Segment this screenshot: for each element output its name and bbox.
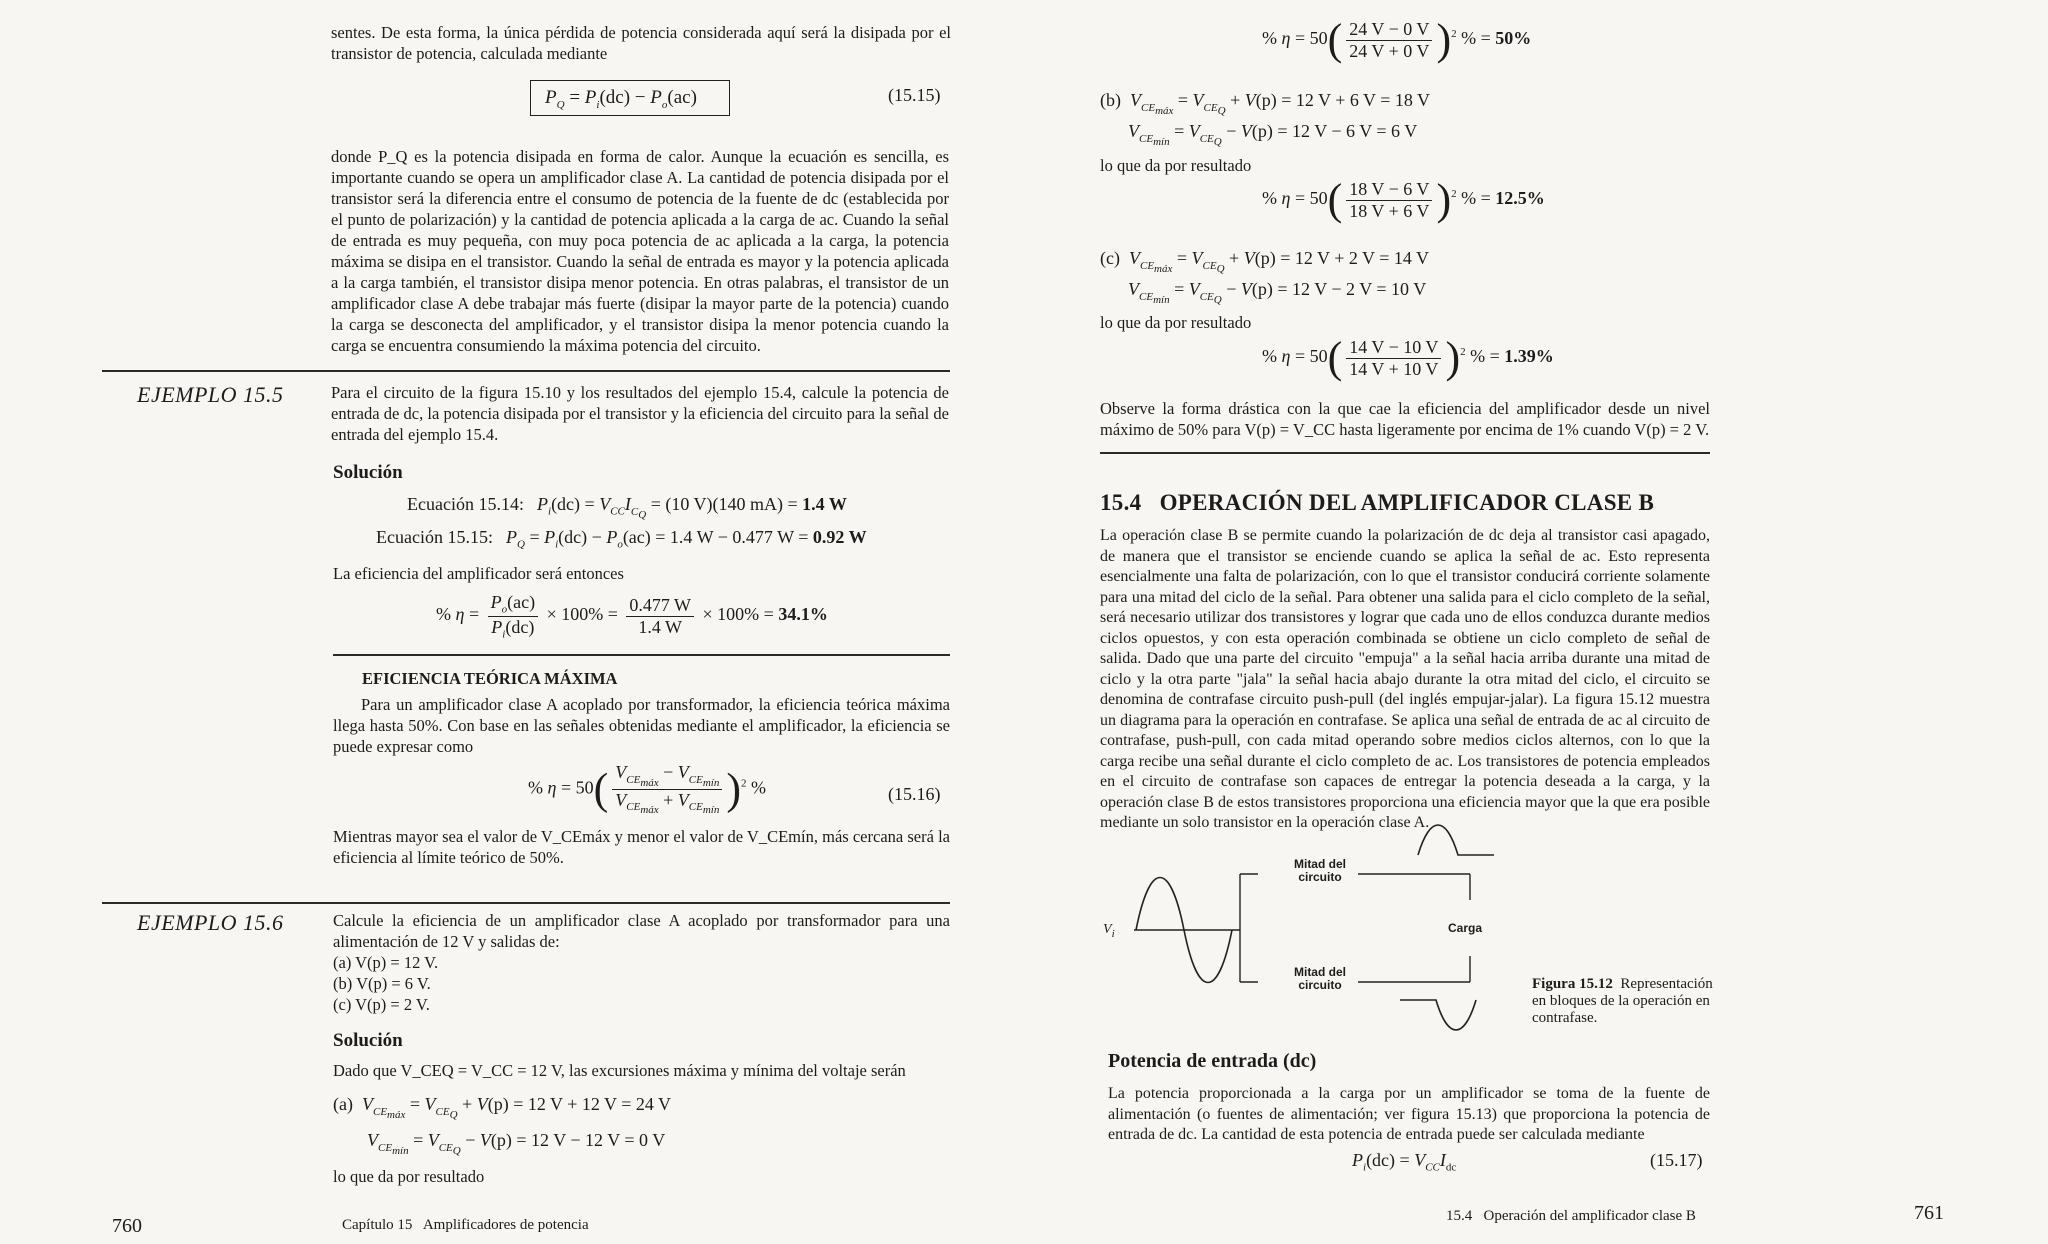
left-footer: Capítulo 15 Amplificadores de potencia: [342, 1217, 589, 1233]
solution-2-text: Dado que V_CEQ = V_CC = 12 V, las excursiones máxima y mínima del voltaje serán: [333, 1061, 906, 1080]
divider-max-efficiency: [333, 654, 950, 656]
solution-2-result: lo que da por resultado: [333, 1167, 485, 1186]
example-15-6-item-a: (a) V(p) = 12 V.: [333, 953, 439, 972]
lower-half-circuit-label: Mitad del circuito: [1293, 965, 1346, 992]
intro-text: sentes. De esta forma, la única pérdida de potencia considerada aquí será la disipada por el transistor de potencia, calculada mediante: [331, 23, 951, 63]
section-15-4-title: 15.4 OPERACIÓN DEL AMPLIFICADOR CLASE B: [1100, 490, 1655, 515]
efficiency-result: 34.1%: [778, 604, 828, 625]
vce-max-equation: (a) $V_{CE_{máx}} = V_{CE_Q} + V(p) = 12$ V + 12 V = 24 V: [333, 1094, 672, 1121]
equation-15-16: % η = 50( $\frac{V_{CE_{máx}} - V_{CE_{mín}}}{V_{CE_{máx}} + V_{CE_{mín}}}$ )$^2$ %: [528, 762, 767, 817]
solution-heading-1: Solución: [333, 462, 403, 483]
left-page-number: 760: [112, 1215, 142, 1237]
figure-15-12-caption: [1532, 976, 1722, 1027]
equation-15-17-number: (15.17): [1650, 1150, 1703, 1170]
push-pull-diagram: [1100, 820, 1520, 1050]
efficiency-c-result: 1.39%: [1504, 346, 1554, 367]
efficiency-a-equation: % η = 50( $\frac{24 V - 0 V}{24 V + 0 V}$ )$^2$ % = 50%: [1262, 15, 1532, 64]
efficiency-b-equation: % η = 50( $\frac{18 V - 6 V}{18 V + 6 V}$ )$^2$ % = 12.5%: [1262, 175, 1545, 224]
paragraph-power-dissipation: donde P_Q es la potencia disipada en forma de calor. Aunque la ecuación es sencilla, es importante cuando se opera un amplificador clase A. La cantidad de potencia disipada por el transistor será la diferencia entre el consumo de potencia de la fuente de dc (establecida por el punto de polarización) y la cantidad de potencia aplicada a la carga de ac. Cuando la señal de entrada es muy pequeña, con muy poca potencia de ac aplicada a la carga, la potencia máxima se disipa en el transistor. Cuando la señal de entrada es mayor y la potencia aplicada a la carga también, el transistor disipa menor potencia. En otras palabras, el transistor de un amplificador clase A debe trabajar más fuerte (disipar la mayor parte de la potencia) cuando la carga se desconecta del amplificador, y el transistor disipa la menor potencia cuando la carga se encuentra consumiendo la máxima potencia del circuito.: [331, 147, 949, 355]
example-15-5-text: Para el circuito de la figura 15.10 y los resultados del ejemplo 15.4, calcule la potencia de entrada de dc, la potencia disipada por el transistor y la eficiencia del circuito para la señal de entrada del ejemplo 15.4.: [331, 383, 949, 444]
equation-15-14-label: Ecuación 15.14:: [407, 494, 524, 514]
equation-15-16-number: (15.16): [888, 784, 941, 804]
figure-15-12-caption-label: Figura 15.12: [1532, 976, 1613, 992]
max-efficiency-text: Para un amplificador clase A acoplado por transformador, la eficiencia teórica máxima llega hasta 50%. Con base en las señales obtenidas mediante el amplificador, la eficiencia se puede expresar como: [333, 695, 950, 756]
equation-15-15-calc: $P_Q = P_i(dc) - P_o(ac) = 1.4$ W − 0.477 W = 0.92 W: [506, 527, 867, 551]
equation-15-17: $P_i(dc) = V_{CC}I_{dc}$: [1352, 1150, 1457, 1174]
observe-text: Observe la forma drástica con la que cae la eficiencia del amplificador desde un nivel máximo de 50% para V(p) = V_CC hasta ligeramente por encima de 1% cuando V(p) = 2 V.: [1100, 399, 1710, 439]
divider-example-15-5: [102, 370, 950, 372]
vce-min-b: $V_{CE_{mín}} = V_{CE_Q} - V(p) = 12$ V − 6 V = 6 V: [1128, 121, 1418, 148]
efficiency-a-result: 50%: [1495, 28, 1532, 49]
equation-15-15: $P_Q = P_i(dc) - P_o(ac)$: [545, 87, 697, 111]
equation-15-15-number: (15.15): [888, 85, 941, 105]
input-voltage-label: $V_i$: [1103, 922, 1115, 940]
efficiency-equation: % η = $\frac{P_o(ac)}{P_i(dc)}$ × 100% = $\frac{0.477 W}{1.4 W}$ × 100% = 34.1%: [436, 592, 828, 641]
vce-min-c: $V_{CE_{mín}} = V_{CE_Q} - V(p) = 12$ V − 2 V = 10 V: [1128, 279, 1427, 306]
section-15-4-text: La operación clase B se permite cuando la polarización de dc deja al transistor casi apagado, de manera que el transistor se enciende cuando se aplica la señal de ac. Esto representa esencialmente una falta de polarización, con lo que el transistor conducirá corriente solamente para una mitad del ciclo de la señal. Para obtener una salida para el ciclo completo de la señal, será necesario utilizar dos transistores y lograr que cada uno de ellos conduzca durante medios ciclos opuestos, y con esta operación combinada se obtiene un ciclo completo de señal de salida. Dado que una parte del circuito "empuja" a la señal hacia arriba durante una mitad de ciclo y la otra parte "jala" la señal hacia abajo durante la otra mitad del ciclo, el circuito se denomina de contrafase circuito push-pull (del inglés empujar-jalar). La figura 15.12 muestra un diagrama para la operación en contrafase. Se aplica una señal de entrada de ac al circuito de contrafase, push-pull, con cada mitad operando sobre medios ciclos alternos, con lo que la carga recibe una señal durante el ciclo completo de ac. Los transistores de potencia empleados en el circuito de contrafase son capaces de entregar la potencia deseada a la carga, y la operación clase B de estos transistores proporciona una eficiencia mayor que la que era posible mediante un solo transistor en la operación clase A.: [1100, 527, 1710, 831]
efficiency-intro: La eficiencia del amplificador será entonces: [333, 564, 624, 583]
input-power-heading: Potencia de entrada (dc): [1108, 1050, 1317, 1072]
example-15-6-label: EJEMPLO 15.6: [137, 910, 284, 935]
vce-min-equation: $V_{CE_{mín}} = V_{CE_Q} - V(p) = 12$ V − 12 V = 0 V: [367, 1130, 666, 1157]
lower-half-wave: [1400, 1000, 1476, 1030]
figure-15-12-caption-text: Representación en bloques de la operación en contrafase.: [1532, 976, 1713, 1026]
example-15-6-item-c: (c) V(p) = 2 V.: [333, 995, 430, 1014]
right-page-number: 761: [1914, 1202, 1944, 1224]
solution-heading-2: Solución: [333, 1030, 403, 1051]
example-15-5-label: EJEMPLO 15.5: [137, 382, 284, 407]
vce-max-b: (b) $V_{CE_{máx}} = V_{CE_Q} + V(p) = 12$ V + 6 V = 18 V: [1100, 90, 1431, 117]
right-footer: 15.4 Operación del amplificador clase B: [1446, 1208, 1696, 1224]
efficiency-c-equation: % η = 50( $\frac{14 V - 10 V}{14 V + 10 V}$ )$^2$ % = 1.39%: [1262, 333, 1554, 382]
vce-max-c: (c) $V_{CE_{máx}} = V_{CE_Q} + V(p) = 12$ V + 2 V = 14 V: [1100, 248, 1430, 275]
upper-half-wave: [1418, 825, 1494, 855]
upper-half-circuit-label: Mitad del circuito: [1293, 857, 1346, 884]
efficiency-b-result: 12.5%: [1495, 188, 1545, 209]
max-efficiency-title: EFICIENCIA TEÓRICA MÁXIMA: [362, 669, 618, 688]
result-text-c: lo que da por resultado: [1100, 313, 1252, 332]
load-label: Carga: [1448, 921, 1483, 935]
example-15-6-text: Calcule la eficiencia de un amplificador clase A acoplado por transformador para una alimentación de 12 V y salidas de:: [333, 911, 950, 951]
result-text-b: lo que da por resultado: [1100, 156, 1252, 175]
equation-15-14-calc: $P_i(dc) = V_{CC}I_{C_Q} = (10$ V)(140 mA) = 1.4 W: [537, 494, 847, 521]
max-efficiency-text-2: Mientras mayor sea el valor de V_CEmáx y menor el valor de V_CEmín, más cercana será la eficiencia al límite teórico de 50%.: [333, 827, 950, 867]
equation-15-15-box: [530, 80, 730, 116]
divider-example-15-6: [102, 902, 950, 904]
equation-15-15-label-2: Ecuación 15.15:: [376, 527, 493, 547]
example-15-6-item-b: (b) V(p) = 6 V.: [333, 974, 431, 993]
divider-section-15-4: [1100, 452, 1710, 454]
input-power-text: La potencia proporcionada a la carga por un amplificador se toma de la fuente de alimentación (o fuentes de alimentación; ver figura 15.13) que proporciona la potencia de entrada de dc. La cantidad de esta potencia de entrada puede ser calculada mediante: [1108, 1085, 1710, 1143]
